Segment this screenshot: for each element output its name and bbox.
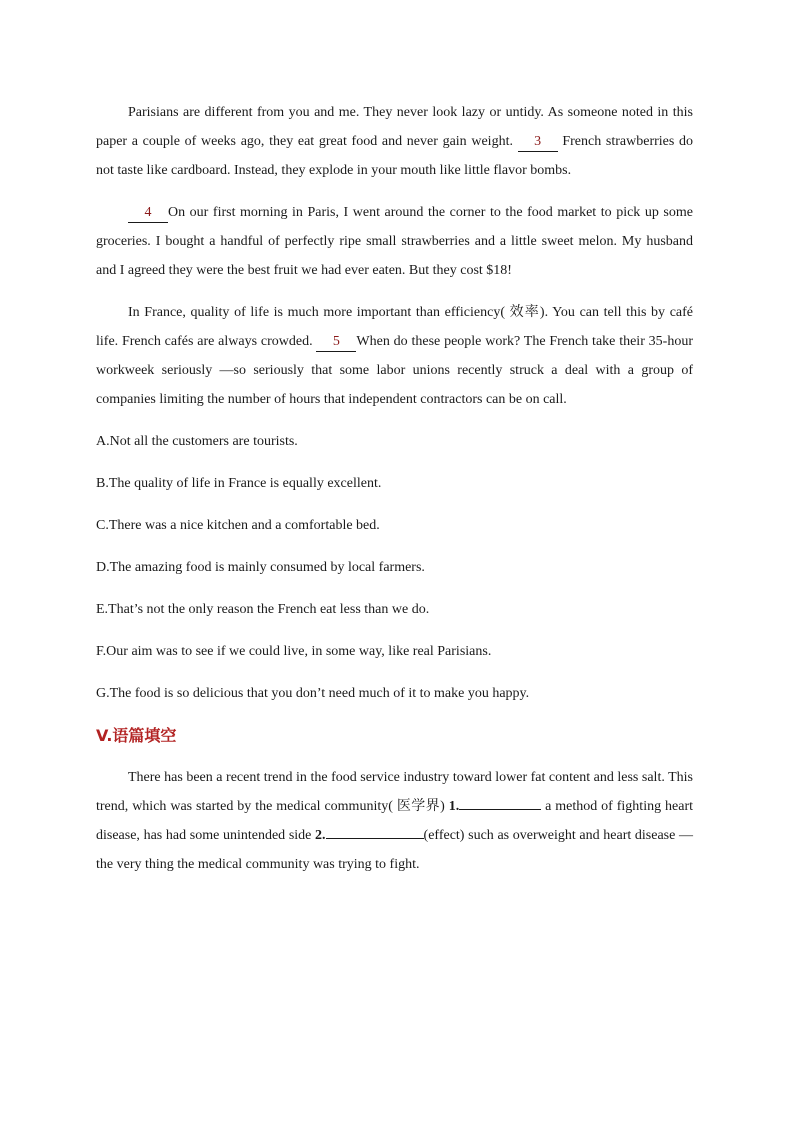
paragraph-3-text: In France, quality of life is much more important than efficiency( 效率). You can tell this by café life. French cafés are always crowded. bbox=[96, 305, 693, 349]
blank-1-line[interactable] bbox=[459, 809, 541, 810]
paragraph-2-text: On our first morning in Paris, I went around the corner to the food market to pick up some groceries. I bought a handful of perfectly ripe small strawberries and a little sweet melon. My husband and I agreed they were the best fruit we had ever eaten. But they cost $18! bbox=[96, 205, 693, 278]
option-d: D.The amazing food is mainly consumed by local farmers. bbox=[96, 560, 425, 575]
cloze-text-c: (effect) such as overweight and heart disease —the very thing the medical community was trying to fight. bbox=[96, 828, 693, 872]
blank-5: 5 bbox=[316, 333, 356, 352]
option-a: A.Not all the customers are tourists. bbox=[96, 434, 298, 449]
option-c: C.There was a nice kitchen and a comfortable bed. bbox=[96, 518, 380, 533]
blank-4: 4 bbox=[128, 204, 168, 223]
document-content bbox=[96, 98, 693, 879]
blank-1-number: 1. bbox=[448, 799, 460, 814]
option-f: F.Our aim was to see if we could live, in some way, like real Parisians. bbox=[96, 644, 492, 659]
cloze-text-a: There has been a recent trend in the food service industry toward lower fat content and less salt. This trend, which was started by the medical community( 医学界) bbox=[96, 770, 693, 814]
paragraph-1-text: Parisians are different from you and me. They never look lazy or untidy. As someone noted in this paper a couple of weeks ago, they eat great food and never gain weight. bbox=[96, 105, 693, 149]
passage-paragraph-3 bbox=[96, 298, 693, 414]
passage-paragraph-2 bbox=[96, 198, 693, 285]
paragraph-1-continuation: French strawberries do not taste like cardboard. Instead, they explode in your mouth like little flavor bombs. bbox=[96, 134, 694, 178]
option-e: E.That’s not the only reason the French eat less than we do. bbox=[96, 602, 430, 617]
option-b: B.The quality of life in France is equally excellent. bbox=[96, 476, 382, 491]
section-title: V.语篇填空 bbox=[96, 726, 177, 745]
blank-2-number: 2. bbox=[315, 828, 326, 843]
paragraph-3-continuation: When do these people work? The French take their 35-hour workweek seriously —so seriously that some labor unions recently struck a deal with a group of companies limiting the number of hours that independent contractors can be on call. bbox=[96, 334, 694, 407]
passage-paragraph-1 bbox=[96, 98, 693, 185]
blank-3: 3 bbox=[518, 133, 558, 152]
blank-2-line[interactable] bbox=[326, 838, 424, 839]
cloze-paragraph bbox=[96, 763, 693, 879]
options-list bbox=[96, 427, 693, 708]
option-g: G.The food is so delicious that you don’t need much of it to make you happy. bbox=[96, 686, 530, 701]
cloze-text-b: a method of fighting heart disease, has had some unintended side bbox=[96, 799, 693, 843]
